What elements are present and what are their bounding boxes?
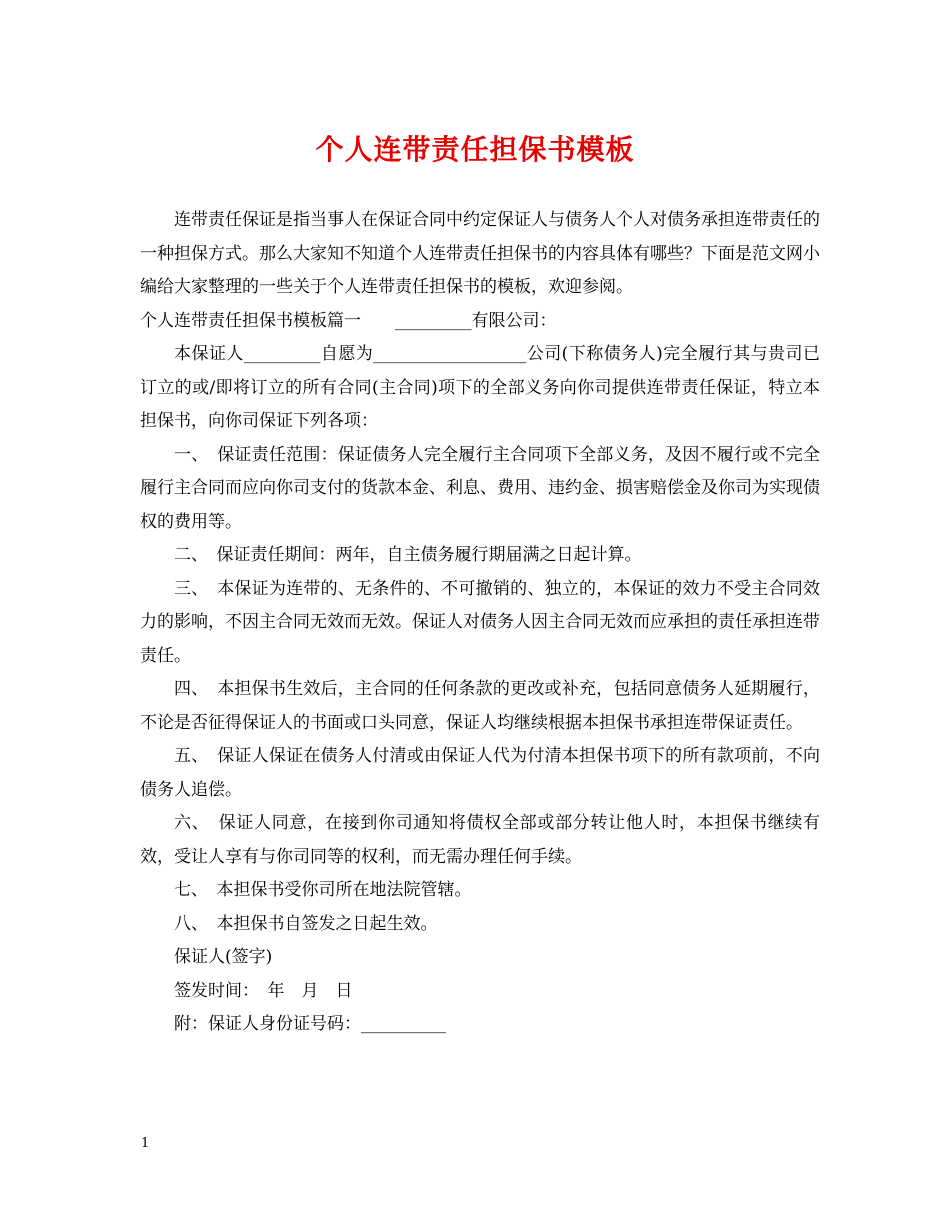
id-number-line: 附：保证人身份证号码：__________ xyxy=(174,1014,446,1034)
clause-4: 四、 本担保书生效后，主合同的任何条款的更改或补充，包括同意债务人延期履行，不论是否征得保证人的书面或口头同意，保证人均继续根据本担保书承担连带保证责任。 xyxy=(140,679,820,733)
page-number: 1 xyxy=(141,1136,150,1151)
guarantor-signature-line: 保证人(签字) xyxy=(174,947,273,967)
document-body xyxy=(140,204,820,1042)
document-title: 个人连带责任担保书模板 xyxy=(315,133,635,166)
clause-5: 五、 保证人保证在债务人付清或由保证人代为付清本担保书项下的所有款项前，不向债务人追偿。 xyxy=(140,746,820,800)
clause-1: 一、 保证责任范围：保证债务人完全履行主合同项下全部义务，及因不履行或不完全履行主合同而应向你司支付的货款本金、利息、费用、违约金、损害赔偿金及你司为实现债权的费用等。 xyxy=(140,444,820,532)
clause-7: 七、 本担保书受你司所在地法院管辖。 xyxy=(174,880,472,900)
clause-3: 三、 本保证为连带的、无条件的、不可撤销的、独立的，本保证的效力不受主合同效力的影响，不因主合同无效而无效。保证人对债务人因主合同无效而应承担的责任承担连带责任。 xyxy=(140,578,820,666)
guarantee-statement: 本保证人_________自愿为__________________公司(下称债务人)完全履行其与贵司已订立的或/即将订立的所有合同(主合同)项下的全部义务向你司提供连带责任保证，特立本担保书，向你司保证下列各项： xyxy=(140,344,820,431)
clause-8: 八、 本担保书自签发之日起生效。 xyxy=(174,913,438,934)
intro-paragraph: 连带责任保证是指当事人在保证合同中约定保证人与债务人个人对债务承担连带责任的一种担保方式。那么大家知不知道个人连带责任担保书的内容具体有哪些？下面是范文网小编给大家整理的一些关于个人连带责任担保书的模板，欢迎参阅。 xyxy=(140,210,820,297)
clause-2: 二、 保证责任期间：两年，自主债务履行期届满之日起计算。 xyxy=(174,545,642,565)
issue-date-line: 签发时间： 年 月 日 xyxy=(174,980,353,1001)
clause-6: 六、 保证人同意，在接到你司通知将债权全部或部分转让他人时，本担保书继续有效，受让人享有与你司同等的权利，而无需办理任何手续。 xyxy=(140,813,820,867)
template-heading-line: 个人连带责任担保书模板篇一 _________有限公司： xyxy=(140,310,557,331)
